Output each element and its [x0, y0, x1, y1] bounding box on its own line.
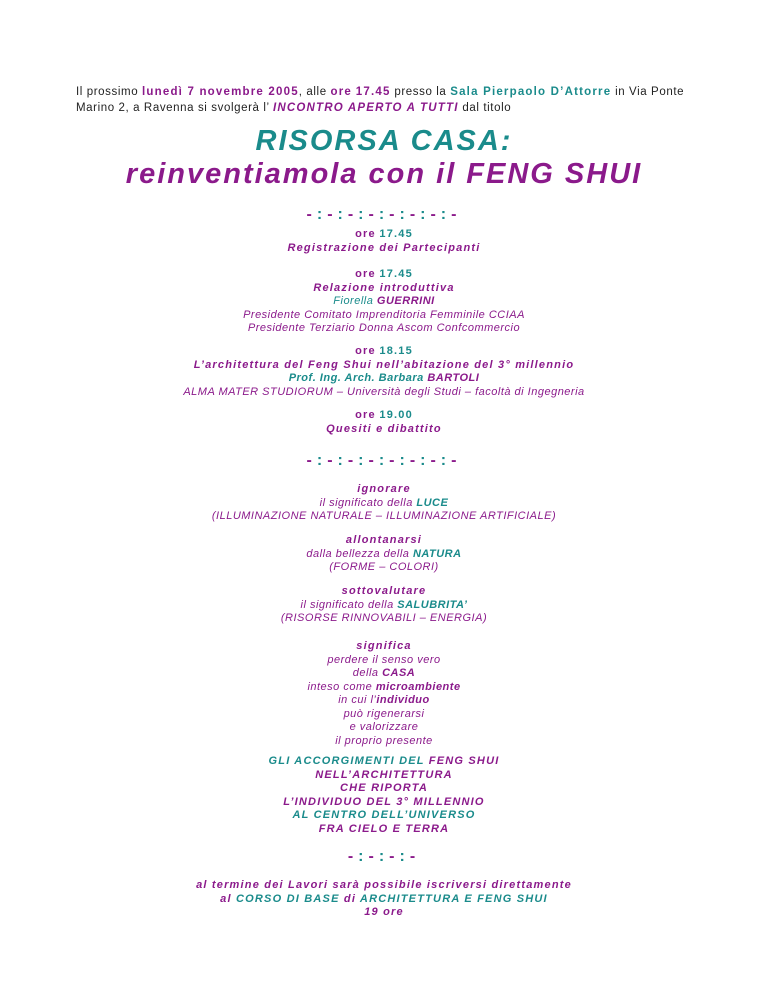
separator-colon: : — [337, 452, 348, 469]
separator-colon: : — [420, 452, 431, 469]
separator-3 — [0, 848, 768, 866]
reflection-keyword: individuo — [376, 694, 430, 706]
speaker-first-name: Fiorella — [333, 295, 374, 307]
intro-paragraph — [76, 84, 696, 116]
program-item-3 — [0, 345, 768, 399]
program-item-1 — [0, 228, 768, 255]
reflection-keyword: SALUBRITA’ — [397, 598, 468, 611]
footer-text: al — [220, 892, 237, 905]
separator-dash: - — [327, 206, 338, 223]
separator-1 — [0, 206, 768, 224]
speaker-role: Presidente Terziario Donna Ascom Confcommercio — [247, 322, 521, 334]
reflection-verb: sottovalutare — [341, 585, 427, 597]
separator-colon: : — [358, 452, 369, 469]
separator-dash: - — [451, 452, 462, 469]
program-title: Relazione introduttiva — [313, 281, 455, 294]
separator-dash: - — [368, 848, 379, 865]
reflection-verb: ignorare — [357, 483, 411, 495]
footer-text: al termine dei Lavori sarà possibile iscriversi direttamente — [196, 879, 572, 891]
reflection-text: in cui l’ — [338, 694, 377, 706]
speaker-affiliation: ALMA MATER STUDIORUM – Università degli Studi – facoltà di Ingegneria — [183, 385, 585, 398]
conclusion-text: AL CENTRO DELL’UNIVERSO — [292, 809, 476, 821]
separator-dash: - — [306, 206, 317, 223]
reflection-block-2 — [0, 534, 768, 575]
reflection-text: e valorizzare — [349, 721, 419, 733]
reflection-text: dalla bellezza della — [306, 547, 413, 560]
separator-dash: - — [430, 206, 441, 223]
conclusion-text: CHE RIPORTA — [340, 782, 428, 794]
intro-text: , alle — [298, 86, 331, 98]
separator-2 — [0, 452, 768, 470]
separator-colon: : — [378, 452, 390, 469]
separator-colon: : — [316, 452, 328, 469]
reflection-keyword: CASA — [382, 667, 416, 679]
conclusion-text: NELL’ARCHITETTURA — [315, 768, 453, 781]
reflection-detail: (ILLUMINAZIONE NATURALE – ILLUMINAZIONE ARTIFICIALE) — [211, 510, 557, 522]
separator-dash: - — [389, 848, 400, 865]
separator-colon: : — [378, 848, 390, 865]
separator-dash: - — [409, 452, 421, 469]
separator-dash: - — [451, 206, 462, 223]
reflection-detail: (RISORSE RINNOVABILI – ENERGIA) — [280, 612, 488, 624]
separator-colon: : — [358, 206, 369, 223]
conclusion-text: FRA CIELO E TERRA — [318, 822, 450, 835]
reflection-block-4 — [0, 640, 768, 748]
program-time: 17.45 — [379, 268, 413, 280]
separator-dash: - — [409, 206, 421, 223]
program-time: 18.15 — [379, 345, 413, 357]
reflection-text: il significato della — [319, 496, 417, 509]
separator-colon: : — [399, 206, 410, 223]
time-label: ore — [355, 409, 376, 421]
reflection-keyword: LUCE — [416, 496, 449, 509]
reflection-keyword: microambiente — [375, 680, 461, 693]
reflection-verb: allontanarsi — [345, 534, 423, 546]
separator-colon: : — [440, 206, 452, 223]
separator-dash: - — [327, 452, 338, 469]
time-label: ore — [355, 228, 376, 240]
separator-dash: - — [389, 206, 400, 223]
speaker-name: Prof. Ing. Arch. Barbara — [288, 372, 424, 384]
intro-text: presso la — [390, 86, 451, 98]
reflection-text: inteso come — [307, 680, 376, 693]
program-title: L’architettura del Feng Shui nell’abitazione del 3° millennio — [193, 358, 575, 371]
event-type: INCONTRO APERTO A TUTTI — [273, 102, 459, 114]
conclusion-keyword: FENG SHUI — [428, 755, 500, 767]
reflection-text: può rigenerarsi — [343, 707, 425, 720]
program-time: 17.45 — [379, 228, 413, 240]
reflection-text: perdere il senso vero — [327, 653, 441, 666]
time-label: ore — [330, 86, 352, 98]
separator-dash: - — [368, 452, 379, 469]
separator-colon: : — [420, 206, 431, 223]
separator-colon: : — [337, 206, 348, 223]
reflection-text: della — [352, 667, 383, 679]
separator-dash: - — [368, 206, 379, 223]
reflection-text: il significato della — [300, 598, 398, 611]
separator-colon: : — [316, 206, 328, 223]
conclusion-text: L’INDIVIDUO DEL 3° MILLENNIO — [283, 795, 485, 808]
reflection-text: il proprio presente — [335, 734, 433, 747]
separator-dash: - — [430, 452, 441, 469]
event-time: 17.45 — [355, 86, 391, 98]
program-time: 19.00 — [379, 409, 413, 421]
speaker-role: Presidente Comitato Imprenditoria Femminile CCIAA — [243, 308, 525, 321]
speaker-last-name: GUERRINI — [376, 295, 435, 307]
event-venue: Sala Pierpaolo D’Attorre — [450, 86, 612, 98]
separator-dash: - — [409, 848, 421, 865]
separator-colon: : — [440, 452, 452, 469]
program-title: Quesiti e dibattito — [326, 422, 442, 435]
footer-block — [0, 879, 768, 920]
program-item-2 — [0, 268, 768, 336]
event-date: lunedì 7 novembre 2005 — [142, 86, 299, 98]
time-label: ore — [355, 268, 376, 280]
reflection-block-1 — [0, 483, 768, 524]
title-line-1: RISORSA CASA: — [255, 125, 513, 157]
reflection-verb: significa — [356, 640, 412, 652]
course-duration: 19 ore — [364, 906, 404, 918]
conclusion-block — [0, 755, 768, 836]
conclusion-text: GLI ACCORGIMENTI DEL — [268, 755, 429, 767]
footer-text: di — [339, 892, 360, 905]
intro-text: dal titolo — [458, 102, 512, 114]
separator-dash: - — [347, 452, 359, 469]
program-item-4 — [0, 409, 768, 436]
separator-dash: - — [306, 452, 317, 469]
reflection-keyword: NATURA — [412, 547, 462, 560]
reflection-detail: (FORME – COLORI) — [329, 561, 439, 573]
separator-dash: - — [347, 206, 359, 223]
separator-dash: - — [389, 452, 400, 469]
course-name: CORSO DI BASE — [236, 892, 340, 905]
separator-colon: : — [358, 848, 369, 865]
course-subject: ARCHITETTURA E FENG SHUI — [359, 892, 548, 905]
separator-colon: : — [378, 206, 390, 223]
intro-text: Il prossimo — [76, 86, 142, 98]
separator-colon: : — [399, 848, 410, 865]
separator-dash: - — [347, 848, 359, 865]
separator-colon: : — [399, 452, 410, 469]
intro-text: in Via Ponte Marino 2, a Ravenna si svolgerà l’ — [76, 86, 685, 114]
reflection-block-3 — [0, 585, 768, 626]
title-line-2: reinventiamola con il FENG SHUI — [125, 158, 643, 190]
speaker-last-name: BARTOLI — [427, 372, 480, 384]
time-label: ore — [355, 345, 376, 357]
program-title: Registrazione dei Partecipanti — [287, 241, 481, 254]
